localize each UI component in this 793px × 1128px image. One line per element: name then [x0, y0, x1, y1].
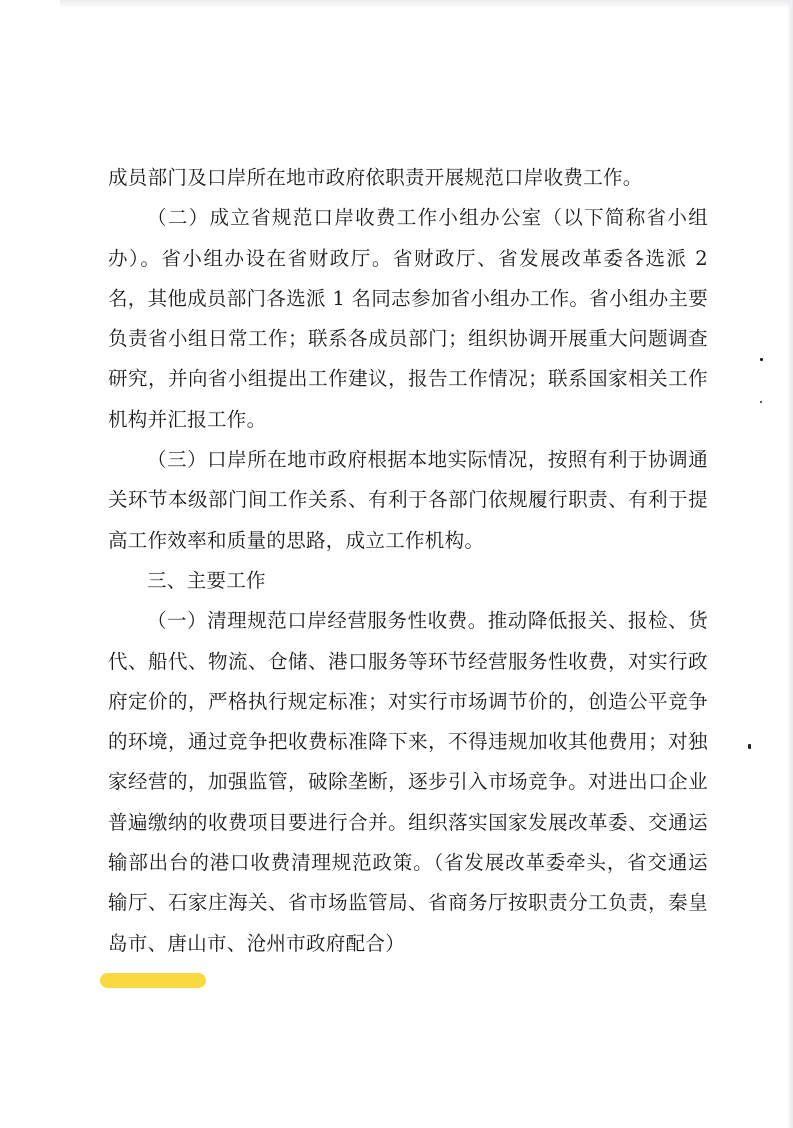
scan-speck — [760, 401, 762, 403]
scan-edge-shadow-right — [787, 0, 793, 1128]
paragraph-main-work-one: （一）清理规范口岸经营服务性收费。推动降低报关、报检、货代、船代、物流、仓储、港口服务等环节经营服务性收费，对实行政府定价的，严格执行规定标准；对实行市场调节价的，创造公平竞争的环境，通过竞争把收费标准降下来，不得违规加收其他费用；对独家经营的，加强监管，破除垄断，逐步引入市场竞争。对进出口企业普遍缴纳的收费项目要进行合并。组织落实国家发展改革委、交通运输部出台的港口收费清理规范政策。（省发展改革委牵头，省交通运输厅、石家庄海关、省市场监管局、省商务厅按职责分工负责，秦皇岛市、唐山市、沧州市政府配合） — [108, 609, 708, 955]
scan-speck — [760, 358, 763, 361]
scan-speck — [748, 744, 751, 749]
section-heading: 三、主要工作 — [147, 568, 266, 592]
paragraph-continuation: 成员部门及口岸所在地市政府依职责开展规范口岸收费工作。 — [108, 166, 643, 189]
scan-edge-shadow-top — [60, 0, 790, 8]
highlighter-mark — [100, 973, 206, 988]
paragraph-section-two: （二）成立省规范口岸收费工作小组办公室（以下简称省小组办）。省小组办设在省财政厅。省财政厅、省发展改革委各选派 2 名，其他成员部门各选派 1 名同志参加省小组办工作。省小组办主要负责省小组日常工作；联系各成员部门；组织协调开展重大问题调查研究，并向省小组提出工作建议，报告工作情况；联系国家相关工作机构并汇报工作。 — [108, 206, 708, 431]
document-body — [108, 158, 708, 964]
paragraph-section-three: （三）口岸所在地市政府根据本地实际情况，按照有利于协调通关环节本级部门间工作关系、有利于各部门依规履行职责、有利于提高工作效率和质量的思路，成立工作机构。 — [108, 448, 708, 552]
